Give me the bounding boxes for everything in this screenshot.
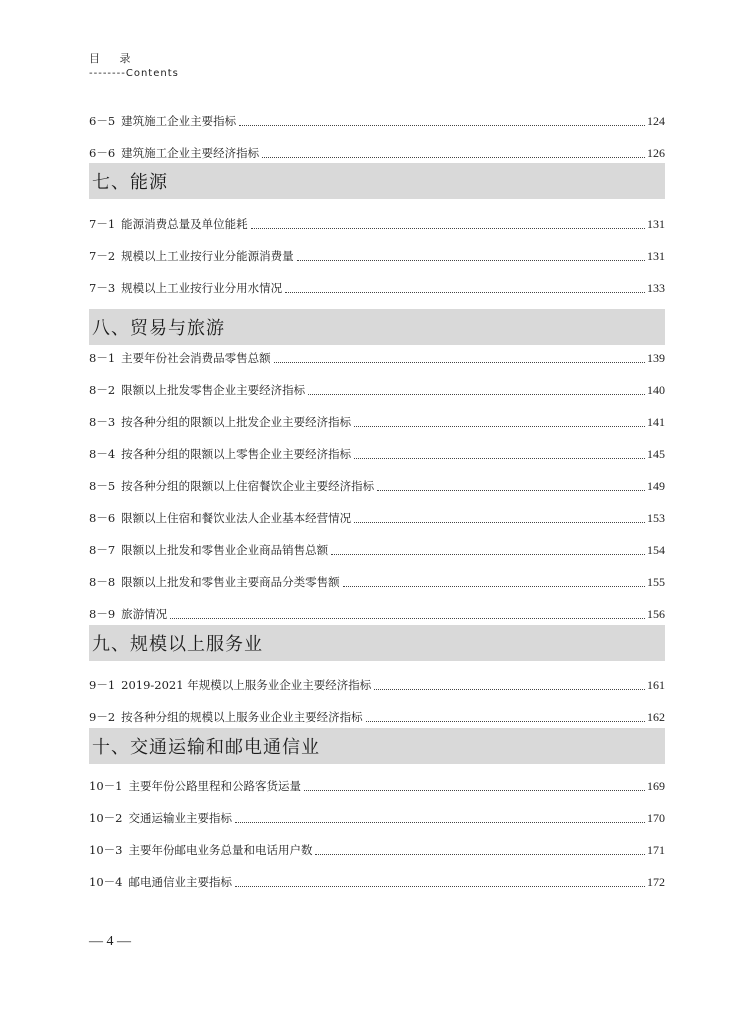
dot-leader (304, 789, 645, 791)
toc-entry-title (89, 606, 167, 622)
dot-leader (285, 291, 645, 293)
toc-entry-title (89, 446, 351, 462)
toc-entry-label: 限额以上住宿和餐饮业法人企业基本经营情况 (121, 511, 352, 525)
toc-entry[interactable] (89, 542, 665, 558)
toc-entry[interactable] (89, 414, 665, 430)
dot-leader (374, 688, 645, 690)
toc-entry-number: 8－7 (89, 543, 116, 557)
toc-entry-page: 154 (647, 543, 665, 557)
toc-entry-title (89, 280, 282, 296)
toc-entry-title (89, 478, 374, 494)
toc-entry-page: 126 (647, 146, 665, 160)
section-heading (89, 163, 665, 199)
toc-entry-label: 交通运输业主要指标 (128, 811, 232, 825)
toc-entry-label: 旅游情况 (121, 607, 168, 621)
toc-entry-page: 149 (647, 479, 665, 493)
dot-leader (315, 853, 645, 855)
toc-entry-label: 按各种分组的限额以上住宿餐饮企业主要经济指标 (121, 479, 375, 493)
toc-entry-title (89, 216, 248, 232)
toc-entry[interactable] (89, 350, 665, 366)
toc-entry-label: 按各种分组的限额以上零售企业主要经济指标 (121, 447, 352, 461)
toc-entry-title (89, 778, 301, 794)
toc-entry[interactable] (89, 382, 665, 398)
toc-entry-label: 限额以上批发和零售业主要商品分类零售额 (121, 575, 340, 589)
toc-entry-label: 2019-2021 年规模以上服务业企业主要经济指标 (121, 678, 372, 692)
toc-entry-label: 主要年份社会消费品零售总额 (121, 351, 271, 365)
toc-entry[interactable] (89, 874, 665, 890)
toc-entry-label: 建筑施工企业主要经济指标 (121, 146, 260, 160)
toc-entry-title (89, 113, 236, 129)
toc-entry-label: 限额以上批发和零售业企业商品销售总额 (121, 543, 329, 557)
toc-entry-page: 169 (647, 779, 665, 793)
dot-leader (170, 617, 645, 619)
toc-entry-label: 规模以上工业按行业分能源消费量 (121, 249, 294, 263)
toc-entry[interactable] (89, 478, 665, 494)
section-heading (89, 625, 665, 661)
dot-leader (297, 259, 645, 261)
toc-entry-page: 141 (647, 415, 665, 429)
dot-leader (377, 489, 645, 491)
toc-entry-page: 162 (647, 710, 665, 724)
toc-entry[interactable] (89, 842, 665, 858)
toc-entry-title (89, 709, 363, 725)
toc-entry-label: 能源消费总量及单位能耗 (121, 217, 248, 231)
header-title: 目 录 (89, 52, 139, 65)
toc-entry-title (89, 842, 312, 858)
page-number: — 4 — (89, 934, 131, 949)
toc-entry-label: 限额以上批发零售企业主要经济指标 (121, 383, 306, 397)
toc-entry[interactable] (89, 709, 665, 725)
toc-entry[interactable] (89, 216, 665, 232)
toc-entry-page: 153 (647, 511, 665, 525)
section-title: 十、交通运输和邮电通信业 (92, 737, 320, 758)
toc-entry-label: 规模以上工业按行业分用水情况 (121, 281, 283, 295)
toc-entry-number: 8－5 (89, 479, 116, 493)
toc-entry-number: 8－1 (89, 351, 116, 365)
toc-entry[interactable] (89, 446, 665, 462)
toc-entry-number: 8－6 (89, 511, 116, 525)
toc-entry[interactable] (89, 677, 665, 693)
dot-leader (239, 124, 645, 126)
toc-entry-number: 8－3 (89, 415, 116, 429)
toc-entry-page: 161 (647, 678, 665, 692)
toc-entry-number: 7－2 (89, 249, 116, 263)
dot-leader (235, 821, 645, 823)
toc-entry-page: 133 (647, 281, 665, 295)
dot-leader (235, 885, 645, 887)
dot-leader (354, 425, 645, 427)
toc-entry-number: 8－9 (89, 607, 116, 621)
toc-entry-title (89, 145, 259, 161)
toc-entry[interactable] (89, 574, 665, 590)
toc-entry[interactable] (89, 113, 665, 129)
toc-entry-title (89, 574, 340, 590)
dot-leader (354, 521, 645, 523)
toc-entry-number: 6－6 (89, 146, 116, 160)
dot-leader (343, 585, 645, 587)
toc-entry-number: 9－2 (89, 710, 116, 724)
section-title: 九、规模以上服务业 (92, 634, 263, 655)
dot-leader (354, 457, 645, 459)
toc-entry-title (89, 677, 371, 693)
toc-entry[interactable] (89, 606, 665, 622)
toc-entry-number: 10－3 (89, 843, 123, 857)
toc-entry-page: 139 (647, 351, 665, 365)
page-header (89, 52, 179, 80)
toc-entry[interactable] (89, 280, 665, 296)
toc-entry-page: 155 (647, 575, 665, 589)
dot-leader (262, 156, 645, 158)
toc-entry-label: 建筑施工企业主要指标 (121, 114, 237, 128)
toc-entry-number: 10－1 (89, 779, 123, 793)
toc-entry-page: 140 (647, 383, 665, 397)
toc-entry-label: 邮电通信业主要指标 (128, 875, 232, 889)
dot-leader (274, 361, 645, 363)
toc-entry-number: 8－8 (89, 575, 116, 589)
toc-entry-page: 156 (647, 607, 665, 621)
toc-entry-number: 8－4 (89, 447, 116, 461)
section-title: 七、能源 (92, 172, 168, 193)
toc-entry-title (89, 510, 351, 526)
toc-entry-page: 171 (647, 843, 665, 857)
toc-entry-title (89, 874, 232, 890)
toc-entry-title (89, 542, 328, 558)
toc-entry-label: 主要年份邮电业务总量和电话用户数 (128, 843, 313, 857)
toc-entry-number: 6－5 (89, 114, 116, 128)
toc-entry-title (89, 382, 305, 398)
toc-entry[interactable] (89, 810, 665, 826)
toc-entry-title (89, 248, 294, 264)
toc-entry-title (89, 810, 232, 826)
toc-entry[interactable] (89, 145, 665, 161)
toc-entry-label: 按各种分组的规模以上服务业企业主要经济指标 (121, 710, 363, 724)
section-heading (89, 309, 665, 345)
toc-entry-page: 145 (647, 447, 665, 461)
section-title: 八、贸易与旅游 (92, 318, 225, 339)
toc-entry-title (89, 414, 351, 430)
dot-leader (308, 393, 645, 395)
toc-entry-number: 9－1 (89, 678, 116, 692)
toc-entry-page: 124 (647, 114, 665, 128)
toc-entry-number: 7－1 (89, 217, 116, 231)
toc-entry-number: 8－2 (89, 383, 116, 397)
toc-entry-number: 10－4 (89, 875, 123, 889)
dot-leader (251, 227, 645, 229)
toc-entry-number: 7－3 (89, 281, 116, 295)
dot-leader (331, 553, 645, 555)
toc-entry[interactable] (89, 778, 665, 794)
toc-entry-page: 131 (647, 217, 665, 231)
toc-entry[interactable] (89, 248, 665, 264)
toc-entry-label: 按各种分组的限额以上批发企业主要经济指标 (121, 415, 352, 429)
toc-entry-number: 10－2 (89, 811, 123, 825)
dot-leader (366, 720, 645, 722)
toc-entry-page: 170 (647, 811, 665, 825)
toc-entry-title (89, 350, 271, 366)
toc-entry-label: 主要年份公路里程和公路客货运量 (128, 779, 301, 793)
section-heading (89, 728, 665, 764)
header-subtitle: --------Contents (89, 68, 179, 79)
toc-entry-page: 131 (647, 249, 665, 263)
toc-entry[interactable] (89, 510, 665, 526)
toc-entry-page: 172 (647, 875, 665, 889)
